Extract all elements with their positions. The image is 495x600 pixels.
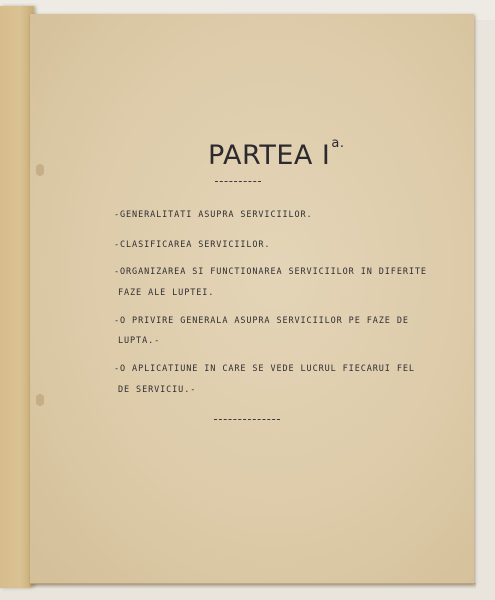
list-item-4-line-2: LUPTA.- [118,336,161,346]
list-item-5-line-2: DE SERVICIU.- [118,385,197,395]
list-item-2-line-1: -CLASIFICAREA SERVICIILOR. [114,240,271,250]
punch-hole-mark [36,394,44,406]
list-item-1-line-1: -GENERALITATI ASUPRA SERVICIILOR. [114,210,313,220]
list-item-5-line-1: -O APLICATIUNE IN CARE SE VEDE LUCRUL FIECARUI FEL [114,364,415,374]
divider-bottom [214,419,280,421]
list-item-4-line-1: -O PRIVIRE GENERALA ASUPRA SERVICIILOR PE FAZE DE [114,316,409,326]
page-title-superscript: a. [331,136,345,151]
list-item-3-line-2: FAZE ALE LUPTEI. [118,288,215,298]
page-shadow [30,583,476,589]
list-item-3-line-1: -ORGANIZAREA SI FUNCTIONAREA SERVICIILOR IN DIFERITE [114,267,427,277]
document-page [30,14,474,584]
punch-hole-mark [36,164,44,176]
page-title [208,136,345,171]
page-title-text: PARTEA I [208,140,331,171]
divider-top [215,181,261,183]
previous-page-edge [0,6,34,588]
